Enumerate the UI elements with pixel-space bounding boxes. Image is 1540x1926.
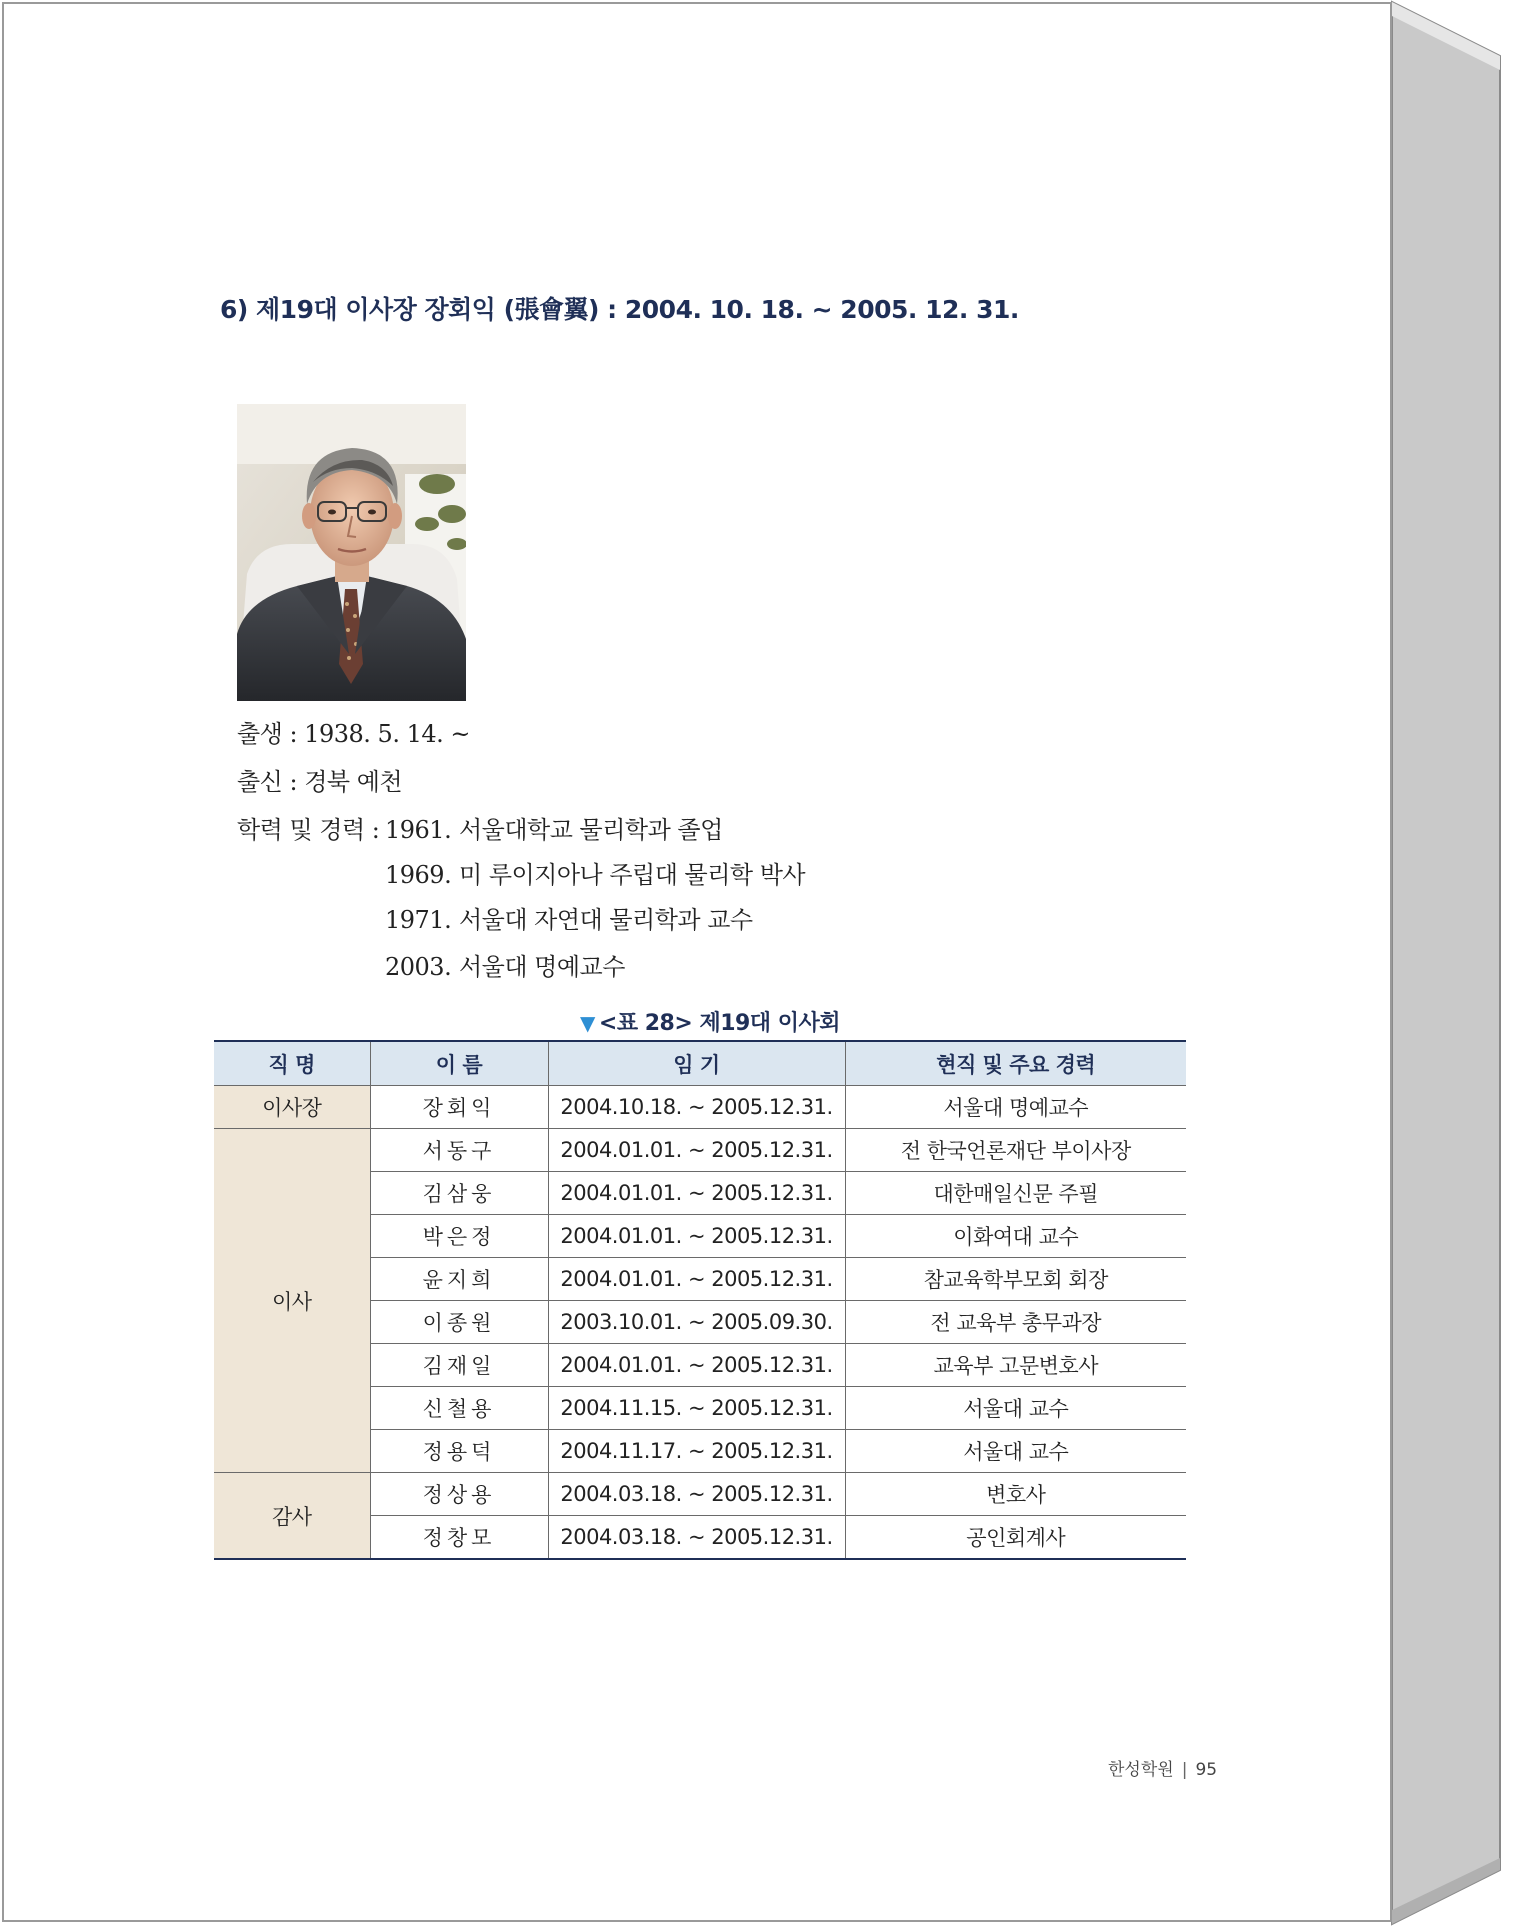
member-name: 정창모	[370, 1516, 548, 1560]
member-term: 2004.01.01. ~ 2005.12.31.	[548, 1172, 845, 1215]
member-term: 2004.10.18. ~ 2005.12.31.	[548, 1086, 845, 1129]
member-term: 2004.03.18. ~ 2005.12.31.	[548, 1473, 845, 1516]
member-career: 이화여대 교수	[845, 1215, 1186, 1258]
career-text: 미 루이지아나 주립대 물리학 박사	[459, 861, 806, 889]
member-name: 신철용	[370, 1387, 548, 1430]
career-text: 서울대학교 물리학과 졸업	[459, 816, 723, 844]
member-career: 참교육학부모회 회장	[845, 1258, 1186, 1301]
career-year: 1971.	[385, 906, 452, 934]
table-row	[214, 1473, 1186, 1516]
table-caption-text: <표 28> 제19대 이사회	[598, 1011, 840, 1036]
table-header-row	[214, 1041, 1186, 1086]
triangle-down-icon: ▼	[580, 1011, 595, 1035]
member-term: 2003.10.01. ~ 2005.09.30.	[548, 1301, 845, 1344]
table-row	[214, 1086, 1186, 1129]
career-year: 2003.	[385, 953, 452, 981]
header-term: 임 기	[548, 1041, 845, 1086]
table-row	[214, 1129, 1186, 1172]
role-chair: 이사장	[214, 1086, 370, 1129]
member-term: 2004.11.15. ~ 2005.12.31.	[548, 1387, 845, 1430]
role-director: 이사	[214, 1129, 370, 1473]
member-career: 서울대 교수	[845, 1387, 1186, 1430]
career-year: 1969.	[385, 861, 452, 889]
career-item	[385, 900, 753, 935]
header-career: 현직 및 주요 경력	[845, 1041, 1186, 1086]
member-career: 교육부 고문변호사	[845, 1344, 1186, 1387]
member-career: 서울대 교수	[845, 1430, 1186, 1473]
member-term: 2004.01.01. ~ 2005.12.31.	[548, 1215, 845, 1258]
member-name: 박은정	[370, 1215, 548, 1258]
career-item	[385, 855, 805, 890]
section-heading: 6) 제19대 이사장 장회익 (張會翼) : 2004. 10. 18. ~ 2005. 12. 31.	[220, 295, 1019, 324]
page-footer	[1108, 1755, 1217, 1780]
member-term: 2004.03.18. ~ 2005.12.31.	[548, 1516, 845, 1560]
member-term: 2004.01.01. ~ 2005.12.31.	[548, 1344, 845, 1387]
member-career: 대한매일신문 주필	[845, 1172, 1186, 1215]
board-table	[214, 1040, 1186, 1560]
member-term: 2004.01.01. ~ 2005.12.31.	[548, 1129, 845, 1172]
footer-separator: |	[1181, 1760, 1188, 1780]
table-caption	[580, 1006, 840, 1037]
career-item	[385, 810, 723, 845]
bio-career-label: 학력 및 경력 :	[237, 816, 380, 844]
header-name: 이 름	[370, 1041, 548, 1086]
career-text: 서울대 명예교수	[459, 953, 625, 981]
bio-origin: 출신 : 경북 예천	[237, 768, 403, 796]
bio-birth: 출생 : 1938. 5. 14. ~	[237, 720, 470, 748]
portrait-photo	[237, 404, 466, 701]
member-name: 김삼웅	[370, 1172, 548, 1215]
member-career: 공인회계사	[845, 1516, 1186, 1560]
member-name: 윤지희	[370, 1258, 548, 1301]
career-year: 1961.	[385, 816, 452, 844]
member-career: 서울대 명예교수	[845, 1086, 1186, 1129]
member-term: 2004.11.17. ~ 2005.12.31.	[548, 1430, 845, 1473]
member-name: 김재일	[370, 1344, 548, 1387]
member-name: 정상용	[370, 1473, 548, 1516]
member-career: 전 한국언론재단 부이사장	[845, 1129, 1186, 1172]
career-item	[385, 947, 625, 982]
career-text: 서울대 자연대 물리학과 교수	[459, 906, 753, 934]
member-name: 이종원	[370, 1301, 548, 1344]
member-name: 정용덕	[370, 1430, 548, 1473]
role-auditor: 감사	[214, 1473, 370, 1560]
footer-book-title: 한성학원	[1108, 1760, 1174, 1780]
member-name: 서동구	[370, 1129, 548, 1172]
member-career: 전 교육부 총무과장	[845, 1301, 1186, 1344]
member-name: 장회익	[370, 1086, 548, 1129]
header-position: 직 명	[214, 1041, 370, 1086]
page-number: 95	[1195, 1760, 1218, 1780]
member-term: 2004.01.01. ~ 2005.12.31.	[548, 1258, 845, 1301]
member-career: 변호사	[845, 1473, 1186, 1516]
